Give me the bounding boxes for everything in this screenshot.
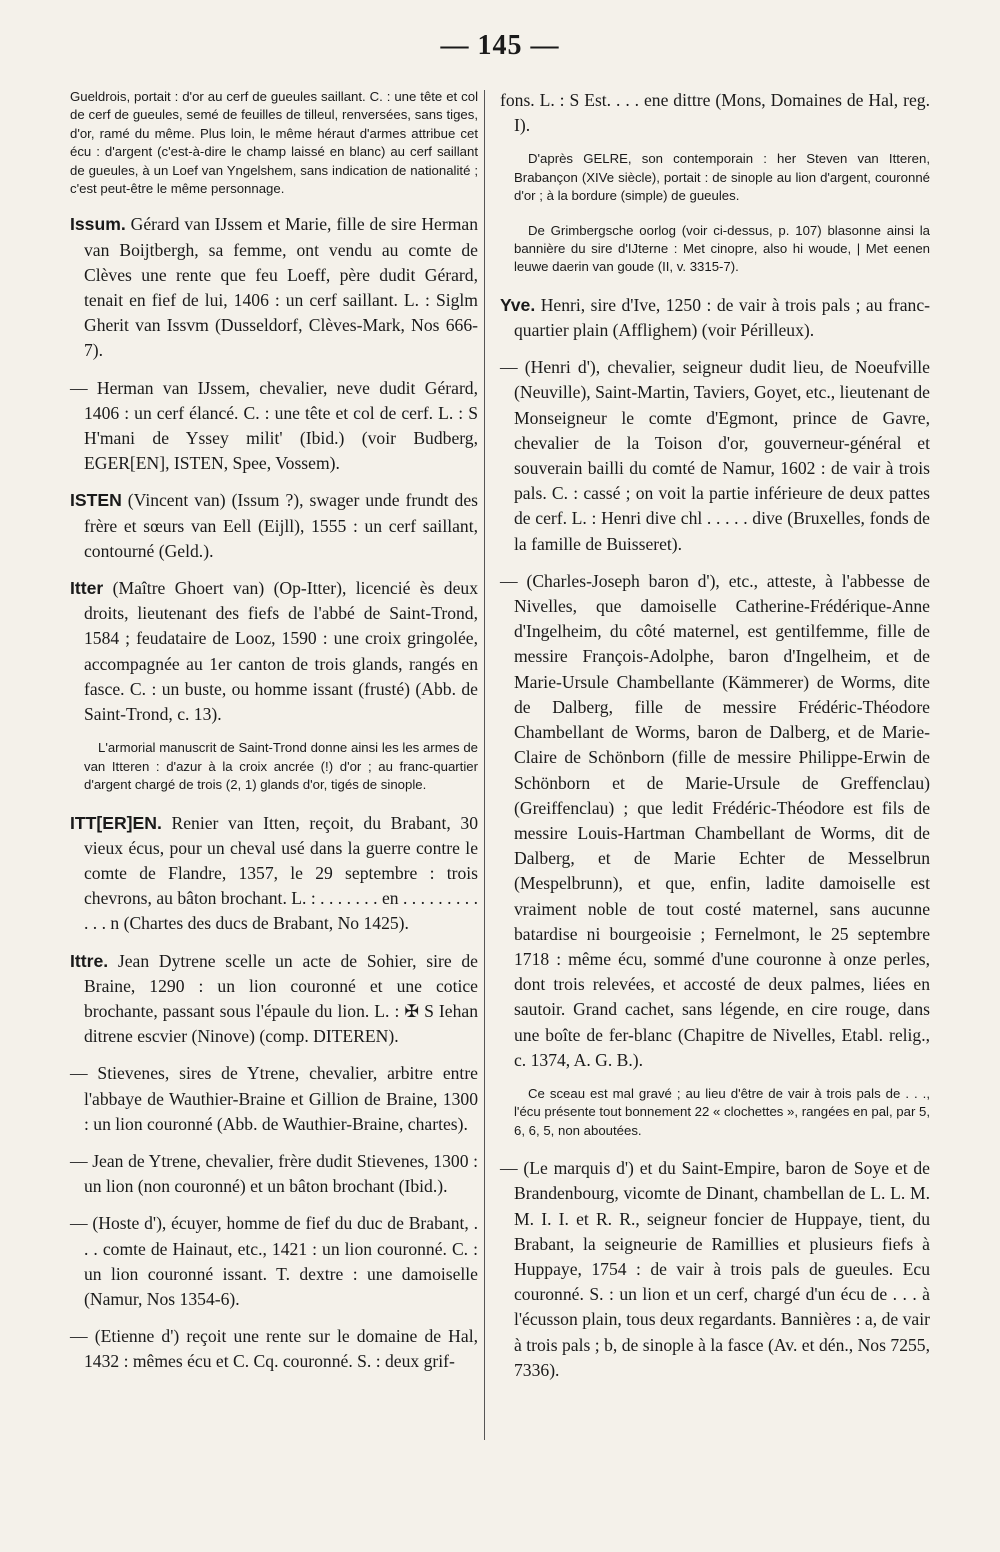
entry-text: (Vincent van) (Issum ?), swager unde frundt des frère et sœurs van Eell (Eijll), 1555 : un cerf saillant, contourné (Geld.). (84, 490, 478, 561)
entry-paragraph (500, 569, 930, 1073)
entry-paragraph (500, 293, 930, 343)
entry-text: — (Etienne d') reçoit une rente sur le domaine de Hal, 1432 : mêmes écu et C. Cq. couronné. S. : deux grif- (70, 1326, 478, 1372)
right-column (500, 88, 930, 1395)
entry-headword: ITT[ER]EN. (70, 812, 162, 833)
entry-paragraph (70, 376, 478, 477)
entry-paragraph (70, 212, 478, 363)
entry-headword: Ittre. (70, 950, 109, 971)
entry-paragraph (70, 1324, 478, 1374)
entry-text: — Herman van IJssem, chevalier, neve dudit Gérard, 1406 : un cerf élancé. C. : une tête et col de cerf. L. : S H'mani de Yssey milit' (Ibid.) (voir Budberg, EGER[EN], ISTEN, Spee, Vossem). (70, 377, 478, 474)
entry-paragraph (500, 1156, 930, 1383)
entry-paragraph (500, 88, 930, 138)
entry-text: — Stievenes, sires de Ytrene, chevalier, arbitre entre l'abbaye de Wauthier-Braine et Gillion de Braine, 1300 : un lion couronné (Abb. de Wauthier-Braine, chartes). (70, 1063, 478, 1134)
entry-text: — (Henri d'), chevalier, seigneur dudit lieu, de Noeufville (Neuville), Saint-Martin, Taviers, Goyet, etc., lieutenant de Monseigneur le comte d'Egmont, prince de Gavre, chevalier de la Toison d'or, gouverneur-général et souverain bailli du comté de Namur, 1602 : de vair à trois pals. C. : cassé ; on voit la partie inférieure de deux pattes de cerf. L. : Henri dive chl . . . . . dive (Bruxelles, fonds de la famille de Buisseret). (500, 357, 930, 554)
entry-text: L'armorial manuscrit de Saint-Trond donne ainsi les les armes de van Itteren : d'azur à la croix ancrée (!) d'or ; au franc-quartier d'argent chargé de trois (2, 1) glands d'or, tigés de sinople. (84, 740, 478, 793)
note-paragraph (500, 1085, 930, 1140)
entry-text: — Jean de Ytrene, chevalier, frère dudit Stievenes, 1300 : un lion (non couronné) et un bâton brochant (Ibid.). (70, 1150, 478, 1197)
entry-paragraph (70, 1149, 478, 1199)
entry-paragraph (70, 488, 478, 564)
note-paragraph (70, 739, 478, 794)
continuation-paragraph (70, 88, 478, 198)
entry-text: Ce sceau est mal gravé ; au lieu d'être de vair à trois pals de . . ., l'écu présente tout bonnement 22 « clochettes », rangées en pal, par 5, 6, 6, 5, non aboutées. (514, 1085, 931, 1138)
page-number: — 145 — (440, 30, 560, 61)
entry-headword: Itter (70, 578, 104, 599)
entry-paragraph (500, 355, 930, 557)
entry-text: — (Le marquis d') et du Saint-Empire, baron de Soye et de Brandenbourg, vicomte de Dinant, chambellan de L. L. M. M. I. I. et R. R., seigneur foncier de Huppaye, tient, du Brabant, la seigneurie de Ramillies et plusieurs fiefs à Huppaye, 1754 : de vair à trois pals de gueules. Ecu couronné. S. : un lion et un cerf, chargé d'un écu de . . . à l'écusson plain, tous deux regardants. Bannières : a, de vair à trois pals ; b, de sinople à la fasce (Av. et dén., Nos 7255, 7336). (500, 1158, 930, 1380)
entry-headword: ISTEN (70, 490, 122, 511)
entry-paragraph (70, 1061, 478, 1137)
column-divider (484, 90, 485, 1440)
entry-headword: Yve. (500, 294, 536, 315)
entry-paragraph (70, 949, 478, 1050)
note-paragraph (500, 150, 930, 205)
entry-text: Gérard van IJssem et Marie, fille de sire Herman van Boijtbergh, sa femme, ont vendu au comte de Clèves une rente que feu Loeff, père dudit Gérard, tenait en fief de lui, 1406 : un cerf saillant. L. : Siglm Gherit van Issvm (Dusseldorf, Clèves-Mark, Nos 666-7). (84, 214, 478, 361)
entry-paragraph (70, 576, 478, 727)
entry-text: De Grimbergsche oorlog (voir ci-dessus, p. 107) blasonne ainsi la bannière du sire d'IJterne : Met cinopre, also hi woude, | Met eenen leuwe daerin van goude (II, v. 3315-7). (514, 222, 930, 275)
entry-text: Jean Dytrene scelle un acte de Sohier, sire de Braine, 1290 : un lion couronné et une cotice brochante, passant sous l'épaule du lion. L. : ✠ S Iehan ditrene escvier (Ninove) (comp. DITEREN). (84, 950, 478, 1047)
entry-text: fons. L. : S Est. . . . ene dittre (Mons, Domaines de Hal, reg. I). (500, 90, 930, 136)
entry-text: — (Charles-Joseph baron d'), etc., atteste, à l'abbesse de Nivelles, que damoiselle Catherine-Frédérique-Anne d'Ingelheim, du côté maternel, est gentilfemme, fille de messire François-Adolphe, baron d'Ingelheim, et de Marie-Ursule Chambellante (Kämmerer) de Worms, dite de Dalberg, fille de messire Frédéric-Théodore Chambellant de Worms, baron de Dalberg, et de Marie-Claire de Schönborn (fille de messire Philippe-Erwin de Schönborn et de Marie-Ursule de Greffenclau) (Greiffenclau) ; que ledit Frédéric-Théodore est fils de messire Louis-Hartman Chambellant de Worms, dit de Dalberg, et de Marie Echter de Messelbrun (Mespelbrunn), et que, enfin, ladite damoiselle est vraiment noble de tout costé maternel, sans aucunne batardise ni bourgeoisie ; Fernelmont, le 25 septembre 1718 : même écu, sommé d'une couronne à onze perles, dont trois relevées, et accosté de deux palmes, liées en sautoir. Grand cachet, sans légende, en cire rouge, dans une boîte de fer-blanc (Chapitre de Nivelles, Etabl. relig., c. 1374, A. G. B.). (500, 570, 930, 1070)
entry-text: — (Hoste d'), écuyer, homme de fief du duc de Brabant, . . . comte de Hainaut, etc., 1421 : un lion couronné. C. : un lion couronné issant. T. dextre : une damoiselle (Namur, Nos 1354-6). (70, 1213, 478, 1309)
entry-text: Gueldrois, portait : d'or au cerf de gueules saillant. C. : une tête et col de cerf de gueules, semé de feuilles de tilleul, renversées, sans tiges, d'or, ramé du même. Plus loin, le même héraut d'armes attribue cet écu : d'argent (c'est-à-dire le champ laissé en blanc) au cerf saillant de gueules, à un Loef van Yngelshem, sans indication de nationalité ; c'est peut-être le même personnage. (70, 89, 478, 197)
left-column (70, 88, 478, 1387)
entry-paragraph (70, 811, 478, 937)
note-paragraph (500, 222, 930, 277)
entry-text: D'après GELRE, son contemporain : her Steven van Itteren, Brabançon (XIVe siècle), portait : de sinople au lion d'argent, couronné d'or ; à la bordure (simple) de gueules. (514, 151, 930, 204)
entry-paragraph (70, 1211, 478, 1312)
entry-text: Henri, sire d'Ive, 1250 : de vair à trois pals ; au franc-quartier plain (Afflighem) (voir Périlleux). (514, 294, 930, 341)
entry-headword: Issum. (70, 214, 126, 235)
entry-text: Renier van Itten, reçoit, du Brabant, 30 vieux écus, pour un cheval usé dans la guerre contre le comte de Flandre, 1357, le 29 septembre : trois chevrons, au bâton brochant. L. : . . . . . . . en . . . . . . . . . . . . n (Chartes des ducs de Brabant, No 1425). (84, 812, 478, 934)
entry-text: (Maître Ghoert van) (Op-Itter), licencié ès deux droits, lieutenant des fiefs de l'abbé de Saint-Trond, 1584 ; feudataire de Looz, 1590 : une croix gringolée, accompagnée au 1er canton de trois glands, rangés en fasce. C. : un buste, ou homme issant (frusté) (Abb. de Saint-Trond, c. 13). (84, 578, 478, 725)
